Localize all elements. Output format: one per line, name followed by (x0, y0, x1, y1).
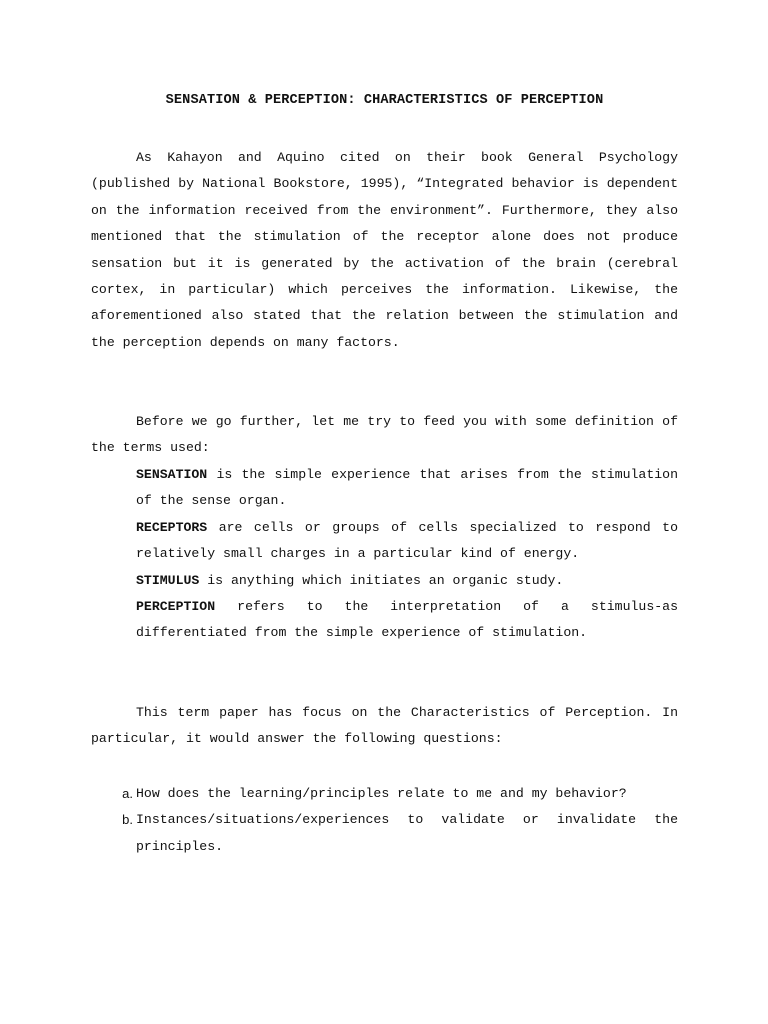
definitions-list (136, 462, 678, 647)
question-marker: b. (122, 812, 133, 828)
question-item (122, 781, 678, 807)
focus-paragraph: This term paper has focus on the Characteristics of Perception. In particular, it would answer the following questions: (91, 705, 678, 747)
definition-item (136, 462, 678, 515)
definition-text: is anything which initiates an organic study. (199, 572, 564, 588)
definition-term: STIMULUS (136, 572, 200, 588)
definition-term: RECEPTORS (136, 519, 208, 535)
definitions-intro-paragraph: Before we go further, let me try to feed you with some definition of the terms used: (91, 414, 678, 456)
document-page (91, 0, 678, 1024)
definition-term: PERCEPTION (136, 599, 216, 615)
question-text: How does the learning/principles relate to me and my behavior? (136, 786, 627, 801)
question-marker: a. (122, 786, 133, 801)
definition-item (136, 515, 678, 568)
document-title: SENSATION & PERCEPTION: CHARACTERISTICS OF PERCEPTION (165, 93, 604, 108)
definition-item (136, 568, 678, 594)
definition-text: refers to the interpretation of a stimulus-as differentiated from the simple experience of stimulation. (136, 599, 678, 641)
intro-paragraph: As Kahayon and Aquino cited on their book General Psychology (published by National Bookstore, 1995), “Integrated behavior is dependent on the information received from the environment”. Furthermore, they also mentioned that the stimulation of the receptor alone does not produce sensation but it is generated by the activation of the brain (cerebral cortex, in particular) which perceives the information. Likewise, the aforementioned also stated that the relation between the stimulation and the perception depends on many factors. (91, 150, 678, 350)
questions-list (122, 781, 678, 860)
definition-term: SENSATION (136, 467, 208, 482)
definition-text: is the simple experience that arises from the stimulation of the sense organ. (136, 467, 678, 509)
definition-text: are cells or groups of cells specialized to respond to relatively small charges in a particular kind of energy. (136, 519, 678, 562)
definition-item (136, 594, 678, 647)
question-text: Instances/situations/experiences to validate or invalidate the principles. (136, 812, 678, 854)
question-item (122, 807, 678, 860)
